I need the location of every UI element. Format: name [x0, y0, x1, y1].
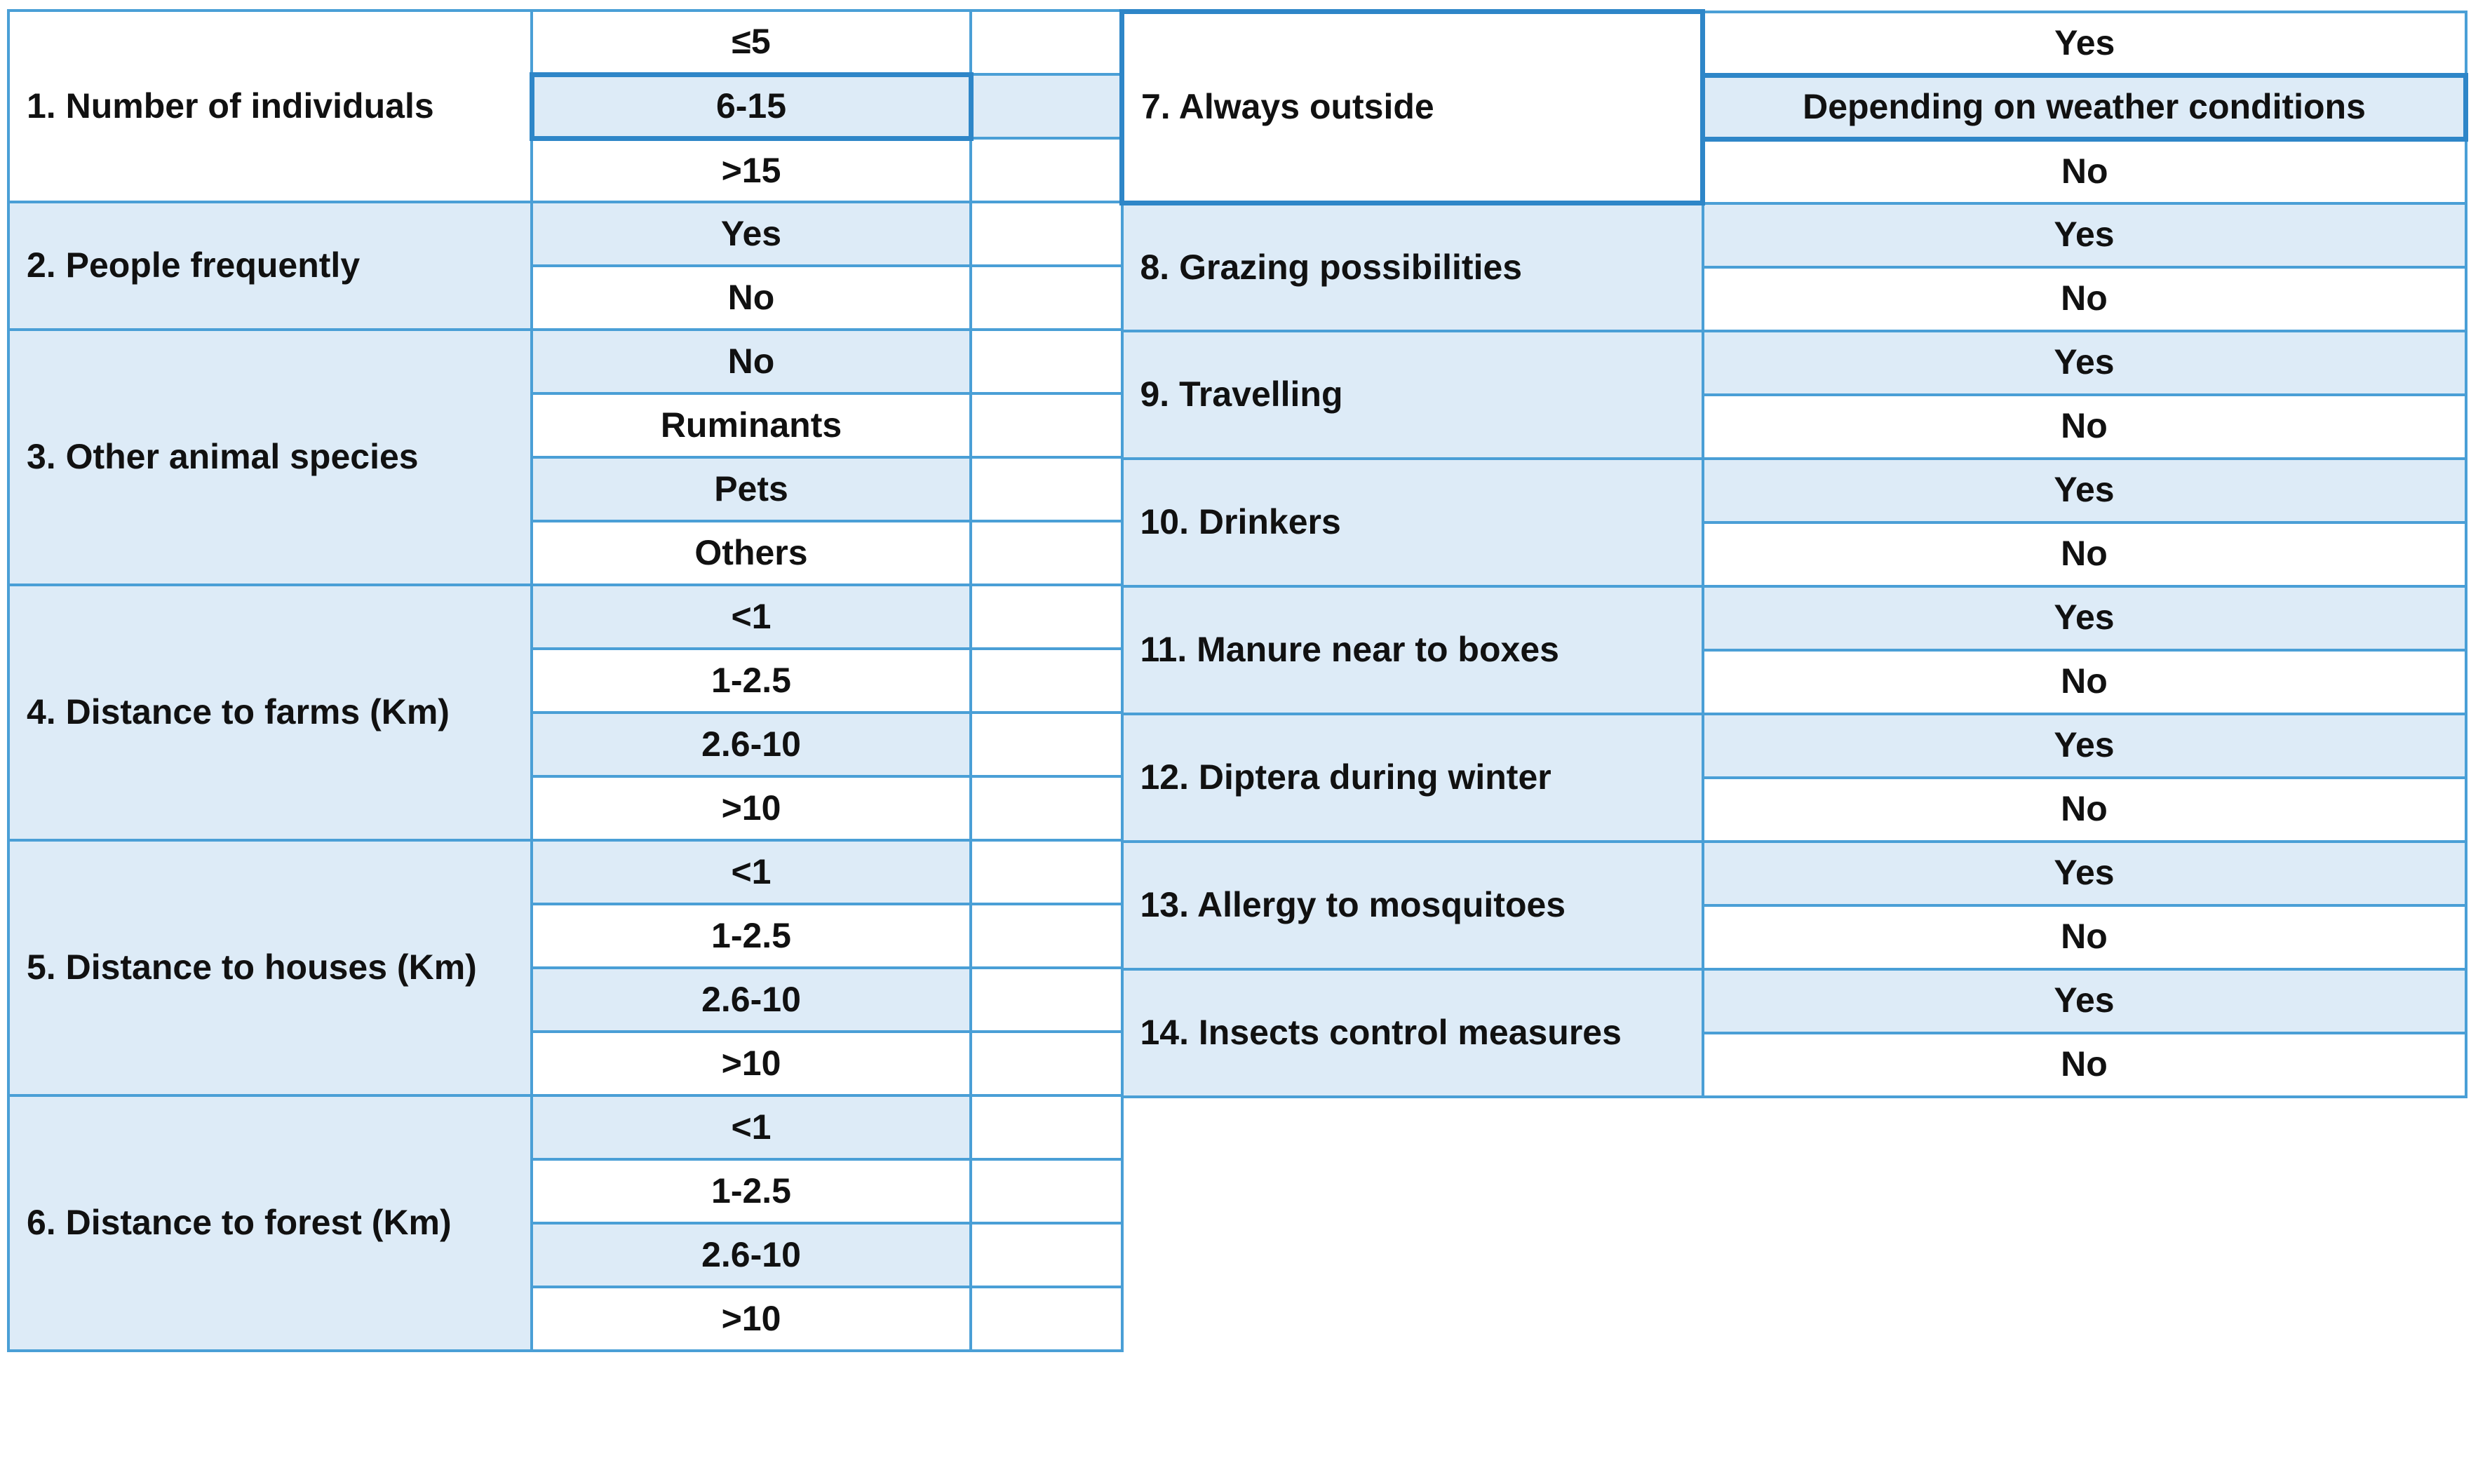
question-8-option-1: Yes	[1703, 203, 2466, 267]
question-2-option-1: Yes	[532, 202, 971, 266]
question-9-label: 9. Travelling	[1122, 331, 1703, 459]
question-1-answer-cell-2	[971, 74, 1122, 138]
question-4-option-1: <1	[532, 585, 971, 649]
question-3-answer-cell-4	[971, 521, 1122, 585]
question-6-option-2: 1-2.5	[532, 1159, 971, 1223]
table-row	[8, 202, 1122, 266]
question-3-option-1: No	[532, 330, 971, 393]
question-4-option-4: >10	[532, 776, 971, 840]
table-row	[8, 330, 1122, 393]
question-12-option-1: Yes	[1703, 714, 2466, 778]
question-11-option-1: Yes	[1703, 586, 2466, 650]
question-3-option-2: Ruminants	[532, 393, 971, 457]
table-row	[1122, 12, 2466, 76]
question-12-label: 12. Diptera during winter	[1122, 714, 1703, 842]
question-9-option-2: No	[1703, 395, 2466, 459]
question-10-option-2: No	[1703, 522, 2466, 586]
question-4-answer-cell-4	[971, 776, 1122, 840]
question-5-answer-cell-2	[971, 904, 1122, 968]
question-7-option-2: Depending on weather conditions	[1703, 76, 2466, 140]
question-13-option-2: No	[1703, 905, 2466, 969]
question-5-label: 5. Distance to houses (Km)	[8, 840, 532, 1095]
question-2-answer-cell-1	[971, 202, 1122, 266]
question-4-answer-cell-3	[971, 713, 1122, 776]
table-row	[8, 585, 1122, 649]
question-1-option-2: 6-15	[532, 74, 971, 138]
question-1-option-1: ≤5	[532, 11, 971, 74]
question-14-label: 14. Insects control measures	[1122, 969, 1703, 1097]
table-row	[8, 840, 1122, 904]
right-question-table	[1119, 9, 2468, 1098]
left-question-table	[7, 9, 1124, 1352]
question-6-label: 6. Distance to forest (Km)	[8, 1095, 532, 1351]
question-13-label: 13. Allergy to mosquitoes	[1122, 842, 1703, 969]
question-1-answer-cell-1	[971, 11, 1122, 74]
question-3-answer-cell-1	[971, 330, 1122, 393]
table-row	[1122, 203, 2466, 267]
question-10-label: 10. Drinkers	[1122, 459, 1703, 586]
question-3-option-3: Pets	[532, 457, 971, 521]
question-6-answer-cell-4	[971, 1287, 1122, 1351]
question-5-option-1: <1	[532, 840, 971, 904]
question-1-answer-cell-3	[971, 138, 1122, 202]
table-row	[1122, 459, 2466, 522]
question-1-label: 1. Number of individuals	[8, 11, 532, 202]
table-row	[1122, 331, 2466, 395]
question-5-option-2: 1-2.5	[532, 904, 971, 968]
table-row	[8, 11, 1122, 74]
question-2-label: 2. People frequently	[8, 202, 532, 330]
table-row	[8, 1095, 1122, 1159]
question-5-option-4: >10	[532, 1032, 971, 1095]
question-7-option-3: No	[1703, 140, 2466, 203]
question-5-option-3: 2.6-10	[532, 968, 971, 1032]
question-14-option-2: No	[1703, 1033, 2466, 1097]
question-4-option-3: 2.6-10	[532, 713, 971, 776]
question-1-option-3: >15	[532, 138, 971, 202]
question-2-option-2: No	[532, 266, 971, 330]
question-6-answer-cell-3	[971, 1223, 1122, 1287]
question-7-label: 7. Always outside	[1122, 12, 1703, 203]
question-5-answer-cell-4	[971, 1032, 1122, 1095]
question-8-label: 8. Grazing possibilities	[1122, 203, 1703, 331]
question-8-option-2: No	[1703, 267, 2466, 331]
question-2-answer-cell-2	[971, 266, 1122, 330]
question-6-option-4: >10	[532, 1287, 971, 1351]
question-5-answer-cell-3	[971, 968, 1122, 1032]
question-11-label: 11. Manure near to boxes	[1122, 586, 1703, 714]
question-6-option-3: 2.6-10	[532, 1223, 971, 1287]
question-11-option-2: No	[1703, 650, 2466, 714]
question-10-option-1: Yes	[1703, 459, 2466, 522]
question-5-answer-cell-1	[971, 840, 1122, 904]
table-row	[1122, 969, 2466, 1033]
question-14-option-1: Yes	[1703, 969, 2466, 1033]
question-4-answer-cell-2	[971, 649, 1122, 713]
question-3-label: 3. Other animal species	[8, 330, 532, 585]
question-4-answer-cell-1	[971, 585, 1122, 649]
question-3-answer-cell-3	[971, 457, 1122, 521]
question-6-answer-cell-1	[971, 1095, 1122, 1159]
table-row	[1122, 586, 2466, 650]
question-6-option-1: <1	[532, 1095, 971, 1159]
question-12-option-2: No	[1703, 778, 2466, 842]
table-row	[1122, 714, 2466, 778]
question-3-option-4: Others	[532, 521, 971, 585]
question-9-option-1: Yes	[1703, 331, 2466, 395]
question-7-option-1: Yes	[1703, 12, 2466, 76]
question-6-answer-cell-2	[971, 1159, 1122, 1223]
question-13-option-1: Yes	[1703, 842, 2466, 905]
question-3-answer-cell-2	[971, 393, 1122, 457]
question-4-label: 4. Distance to farms (Km)	[8, 585, 532, 840]
question-4-option-2: 1-2.5	[532, 649, 971, 713]
table-row	[1122, 842, 2466, 905]
